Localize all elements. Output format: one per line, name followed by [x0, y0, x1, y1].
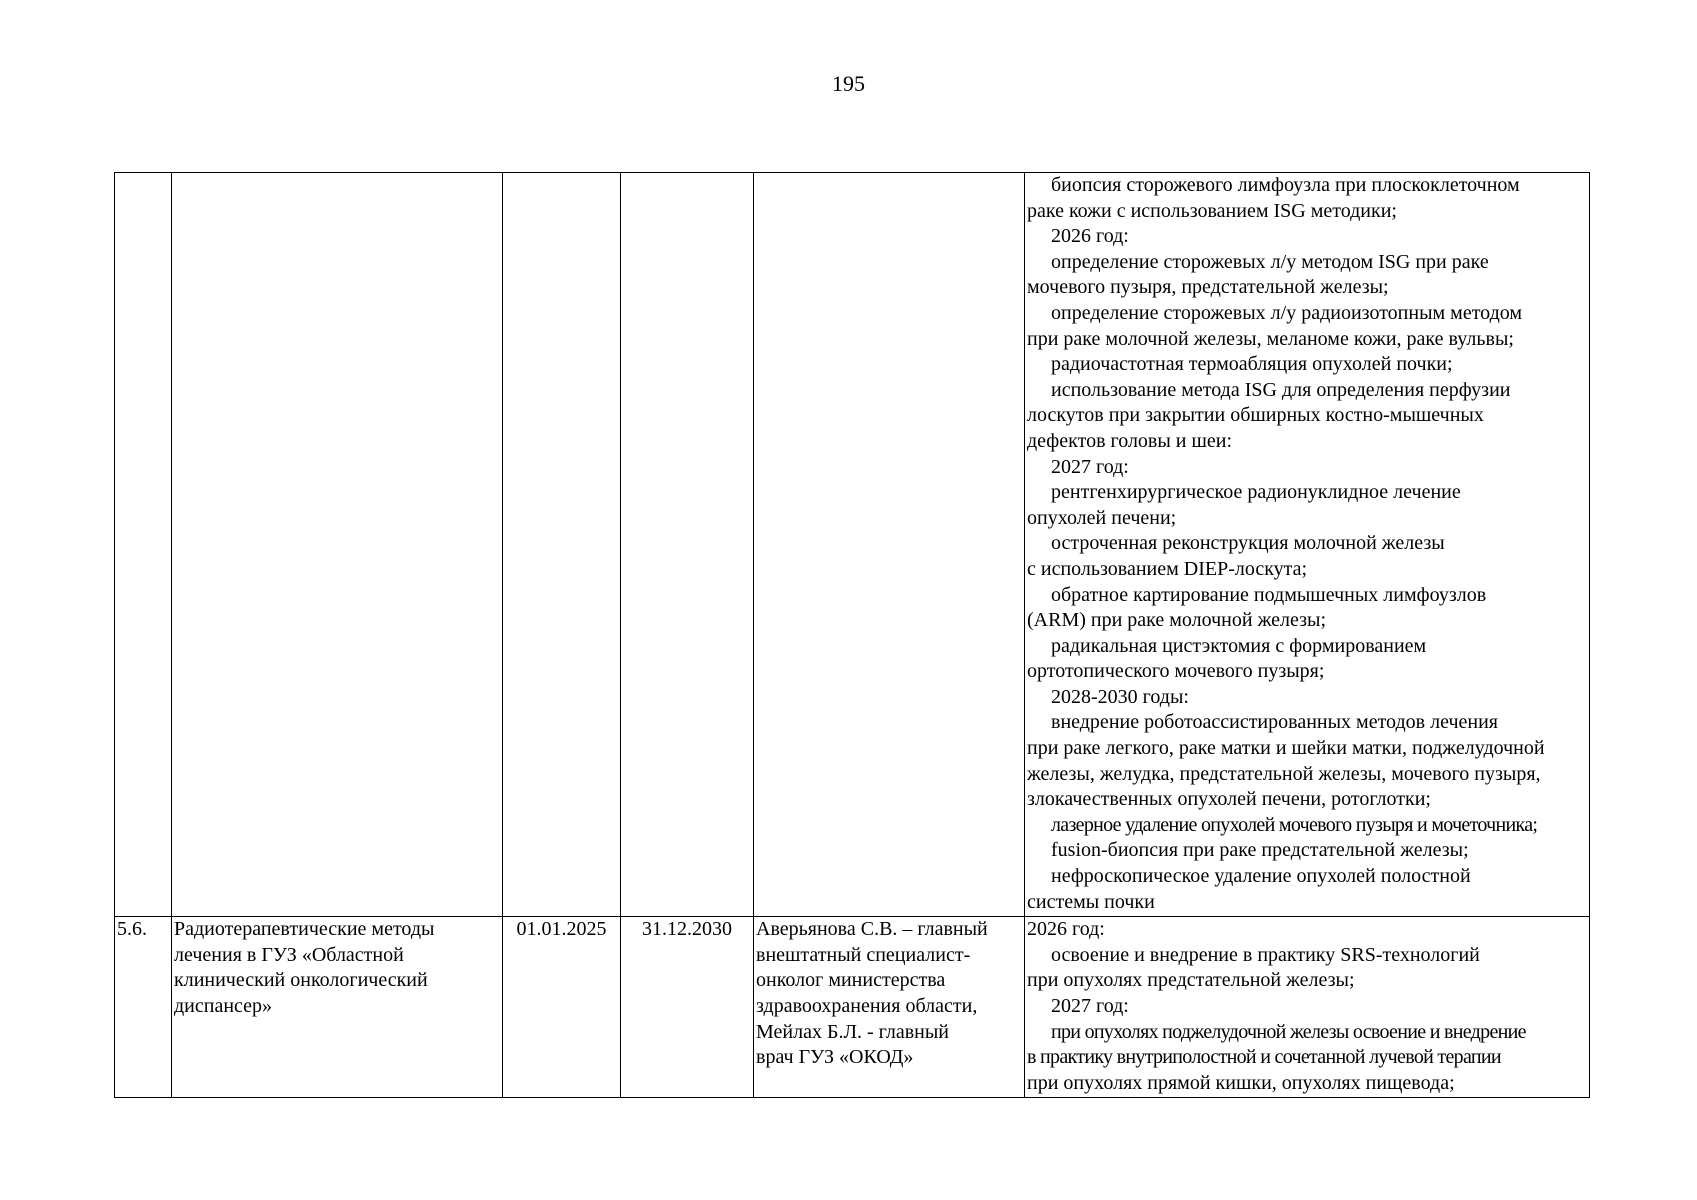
- measure-name-line: лечения в ГУЗ «Областной: [174, 943, 404, 966]
- content-cell: [1025, 173, 1590, 917]
- content-line: опухолей печени;: [1027, 506, 1177, 529]
- content-line: внедрение роботоассистированных методов лечения: [1051, 711, 1498, 734]
- content-line: при опухолях прямой кишки, опухолях пищевода;: [1027, 1071, 1455, 1094]
- content-line: биопсия сторожевого лимфоузла при плоскоклеточном: [1051, 174, 1520, 196]
- content-line: при раке легкого, раке матки и шейки матки, поджелудочной: [1027, 737, 1545, 760]
- content-line: определение сторожевых л/у радиоизотопным методом: [1051, 301, 1523, 324]
- start-date-cell: 01.01.2025: [503, 917, 621, 1098]
- content-line: ортотопического мочевого пузыря;: [1027, 660, 1325, 683]
- start-date-cell: [503, 173, 621, 917]
- row-number-cell: [115, 173, 172, 917]
- responsible-line: Аверьянова С.В. – главный: [756, 918, 988, 941]
- content-line: 2026 год:: [1051, 225, 1129, 248]
- end-date-cell: [621, 173, 754, 917]
- measures-table: [114, 172, 1590, 1098]
- content-line: железы, желудка, предстательной железы, мочевого пузыря,: [1027, 762, 1541, 785]
- content-line: при раке молочной железы, меланоме кожи, раке вульвы;: [1027, 327, 1514, 350]
- content-line: освоение и внедрение в практику SRS-технологий: [1051, 943, 1480, 966]
- table-row: [115, 917, 1590, 1098]
- content-line: рентгенхирургическое радионуклидное лечение: [1051, 481, 1461, 504]
- responsible-line: врач ГУЗ «ОКОД»: [756, 1046, 914, 1069]
- content-line: мочевого пузыря, предстательной железы;: [1027, 276, 1389, 299]
- responsible-cell: [754, 917, 1025, 1098]
- measure-name-cell: [172, 173, 503, 917]
- responsible-line: здравоохранения области,: [756, 995, 978, 1017]
- content-line: злокачественных опухолей печени, ротоглотки;: [1027, 788, 1431, 811]
- content-line: при опухолях поджелудочной железы освоение и внедрение: [1051, 1020, 1526, 1043]
- measure-name-line: клинический онкологический: [174, 969, 428, 992]
- content-line: с использованием DIEP-лоскута;: [1027, 557, 1308, 580]
- content-line: fusion-биопсия при раке предстательной железы;: [1051, 839, 1469, 862]
- content-line: обратное картирование подмышечных лимфоузлов: [1051, 583, 1487, 606]
- content-cell: [1025, 917, 1590, 1098]
- content-line: при опухолях предстательной железы;: [1027, 969, 1355, 992]
- measure-name-cell: [172, 917, 503, 1098]
- responsible-cell: [754, 173, 1025, 917]
- end-date-cell: 31.12.2030: [621, 917, 754, 1098]
- row-number-cell: 5.6.: [115, 917, 172, 1098]
- content-line: определение сторожевых л/у методом ISG при раке: [1051, 250, 1489, 273]
- responsible-line: онколог министерства: [756, 969, 946, 992]
- content-line: лазерное удаление опухолей мочевого пузыря и мочеточника;: [1051, 813, 1538, 836]
- responsible-line: Мейлах Б.Л. - главный: [756, 1020, 949, 1043]
- content-line: системы почки: [1027, 890, 1155, 913]
- content-line: раке кожи с использованием ISG методики;: [1027, 199, 1397, 222]
- measure-name-line: диспансер»: [174, 995, 273, 1017]
- content-line: остроченная реконструкция молочной железы: [1051, 532, 1445, 555]
- content-line: в практику внутриполостной и сочетанной лучевой терапии: [1027, 1046, 1501, 1069]
- responsible-line: внештатный специалист-: [756, 943, 971, 966]
- content-line: 2026 год:: [1027, 918, 1105, 941]
- content-line: (ARM) при раке молочной железы;: [1027, 609, 1327, 632]
- content-line: лоскутов при закрытии обширных костно-мышечных: [1027, 404, 1484, 427]
- content-line: 2027 год:: [1051, 455, 1129, 478]
- content-line: использование метода ISG для определения перфузии: [1051, 378, 1511, 401]
- content-line: радикальная цистэктомия с формированием: [1051, 634, 1427, 657]
- content-line: 2028-2030 годы:: [1051, 685, 1189, 708]
- page-number: 195: [832, 71, 865, 96]
- table-row: [115, 173, 1590, 917]
- content-line: нефроскопическое удаление опухолей полостной: [1051, 865, 1471, 888]
- content-line: 2027 год:: [1051, 995, 1129, 1017]
- measure-name-line: Радиотерапевтические методы: [174, 918, 435, 941]
- content-line: радиочастотная термоабляция опухолей почки;: [1051, 353, 1453, 376]
- content-line: дефектов головы и шеи:: [1027, 429, 1233, 452]
